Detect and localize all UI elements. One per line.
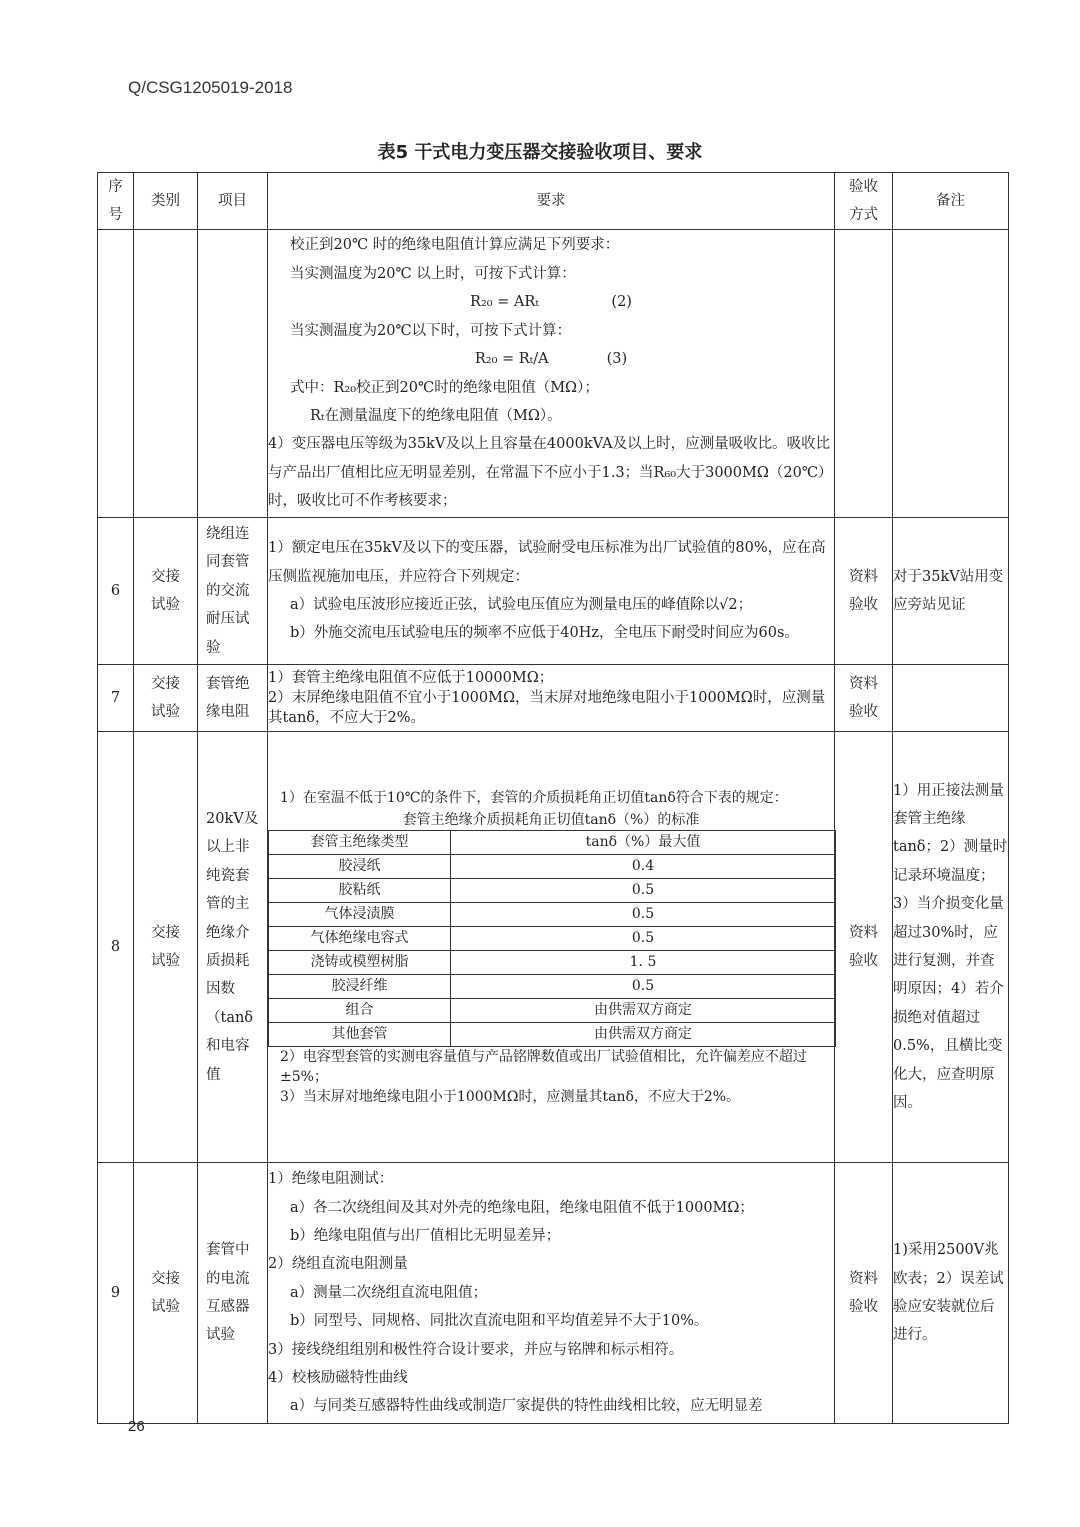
row-remark: 对于35kV站用变应旁站见证	[893, 518, 1009, 665]
inner-header-row: 套管主绝缘类型 tanδ（%）最大值	[269, 830, 836, 854]
row-remark	[893, 665, 1009, 732]
table-header-row	[98, 173, 1009, 230]
requirement-cell: 1）在室温不低于10℃的条件下，套管的介质损耗角正切值tanδ符合下表的规定： 套管主绝缘介质损耗角正切值tanδ（%）的标准 套管主绝缘类型 tanδ（%）最大值 胶浸纸 0.4 胶粘纸 0.5 气体浸渍膜 0.5 气体绝缘电容式 0.5 浇铸或模塑树脂 1. 5 胶浸纤维 0.5 组合 由供需双方商定 其他套管 由供需双方商定 2）电容型套管的实测电容量值与产品铭牌数值或出厂试验值相比，允许偏差应不超过±5%； 3）当末屏对地绝缘电阻小于1000MΩ时，应测量其tanδ，不应大于2%。	[268, 732, 835, 1163]
requirement-cell: 1）额定电压在35kV及以下的变压器，试验耐受电压标准为出厂试验值的80%，应在高压侧监视施加电压，并应符合下列规定： a）试验电压波形应接近正弦，试验电压值应为测量电压的峰值除以√2； b）外施交流电压试验电压的频率不应低于40Hz，全电压下耐受时间应为60s。	[268, 518, 835, 665]
dielectric-loss-table	[268, 830, 836, 1047]
inner-row: 组合 由供需双方商定	[269, 998, 836, 1022]
inner-row: 胶粘纸 0.5	[269, 878, 836, 902]
row-item: 20kV及以上非纯瓷套管的主绝缘介质损耗因数（tanδ和电容值	[198, 732, 268, 1163]
row-number: 6	[98, 518, 134, 665]
inner-row: 浇铸或模塑树脂 1. 5	[269, 950, 836, 974]
inner-row: 胶浸纤维 0.5	[269, 974, 836, 998]
header-category: 类别	[134, 173, 198, 230]
row-item: 套管绝缘电阻	[198, 665, 268, 732]
table-row	[98, 230, 1009, 518]
table-row	[98, 665, 1009, 732]
header-item: 项目	[198, 173, 268, 230]
row-method: 资料验收	[835, 518, 893, 665]
row-item: 绕组连同套管的交流耐压试验	[198, 518, 268, 665]
table-row	[98, 732, 1009, 1163]
table-row	[98, 1163, 1009, 1424]
row-category: 交接试验	[134, 665, 198, 732]
row-method: 资料验收	[835, 732, 893, 1163]
header-no: 序号	[98, 173, 134, 230]
table-title: 表5 干式电力变压器交接验收项目、要求	[377, 142, 703, 163]
requirement-cell: 1）绝缘电阻测试： a）各二次绕组间及其对外壳的绝缘电阻，绝缘电阻值不低于1000MΩ； b）绝缘电阻值与出厂值相比无明显差异； 2）绕组直流电阻测量 a）测量二次绕组直流电阻值； b）同型号、同规格、同批次直流电阻和平均值差异不大于10%。 3）接线绕组组别和极性符合设计要求，并应与铭牌和标示相符。 4）校核励磁特性曲线 a）与同类互感器特性曲线或制造厂家提供的特性曲线相比较，应无明显差	[268, 1163, 835, 1424]
row-number: 8	[98, 732, 134, 1163]
row-category: 交接试验	[134, 518, 198, 665]
row-number: 9	[98, 1163, 134, 1424]
requirement-cell: 1）套管主绝缘电阻值不应低于10000MΩ； 2）末屏绝缘电阻值不宜小于1000MΩ，当末屏对地绝缘电阻小于1000MΩ时，应测量其tanδ，不应大于2%。	[268, 665, 835, 732]
acceptance-table	[97, 172, 1009, 1424]
header-method: 验收方式	[835, 173, 893, 230]
row-category: 交接试验	[134, 732, 198, 1163]
inner-row: 其他套管 由供需双方商定	[269, 1022, 836, 1046]
document-code: Q/CSG1205019-2018	[128, 78, 293, 97]
row-category: 交接试验	[134, 1163, 198, 1424]
row-method: 资料验收	[835, 1163, 893, 1424]
inner-row: 胶浸纸 0.4	[269, 854, 836, 878]
row-remark: 1)采用2500V兆欧表；2）误差试验应安装就位后进行。	[893, 1163, 1009, 1424]
inner-row: 气体浸渍膜 0.5	[269, 902, 836, 926]
header-requirement: 要求	[268, 173, 835, 230]
requirement-cell: 校正到20℃ 时的绝缘电阻值计算应满足下列要求： 当实测温度为20℃ 以上时，可按下式计算： R₂₀ = ARₜ (2) 当实测温度为20℃以下时，可按下式计算： R₂₀ = Rₜ/A (3) 式中：R₂₀校正到20℃时的绝缘电阻值（MΩ）； Rₜ在测量温度下的绝缘电阻值（MΩ）。 4）变压器电压等级为35kV及以上且容量在4000kVA及以上时，应测量吸收比。吸收比与产品出厂值相比应无明显差别，在常温下不应小于1.3；当R₆₀大于3000MΩ（20℃）时，吸收比可不作考核要求；	[268, 230, 835, 518]
row-method: 资料验收	[835, 665, 893, 732]
page-number: 26	[128, 1418, 145, 1435]
row-number: 7	[98, 665, 134, 732]
table-row	[98, 518, 1009, 665]
inner-row: 气体绝缘电容式 0.5	[269, 926, 836, 950]
row-item: 套管中的电流互感器试验	[198, 1163, 268, 1424]
row-remark: 1）用正接法测量套管主绝缘tanδ；2）测量时记录环境温度；3）当介损变化量超过30%时，应进行复测，并查明原因；4）若介损绝对值超过0.5%，且横比变化大，应查明原因。	[893, 732, 1009, 1163]
header-remark: 备注	[893, 173, 1009, 230]
